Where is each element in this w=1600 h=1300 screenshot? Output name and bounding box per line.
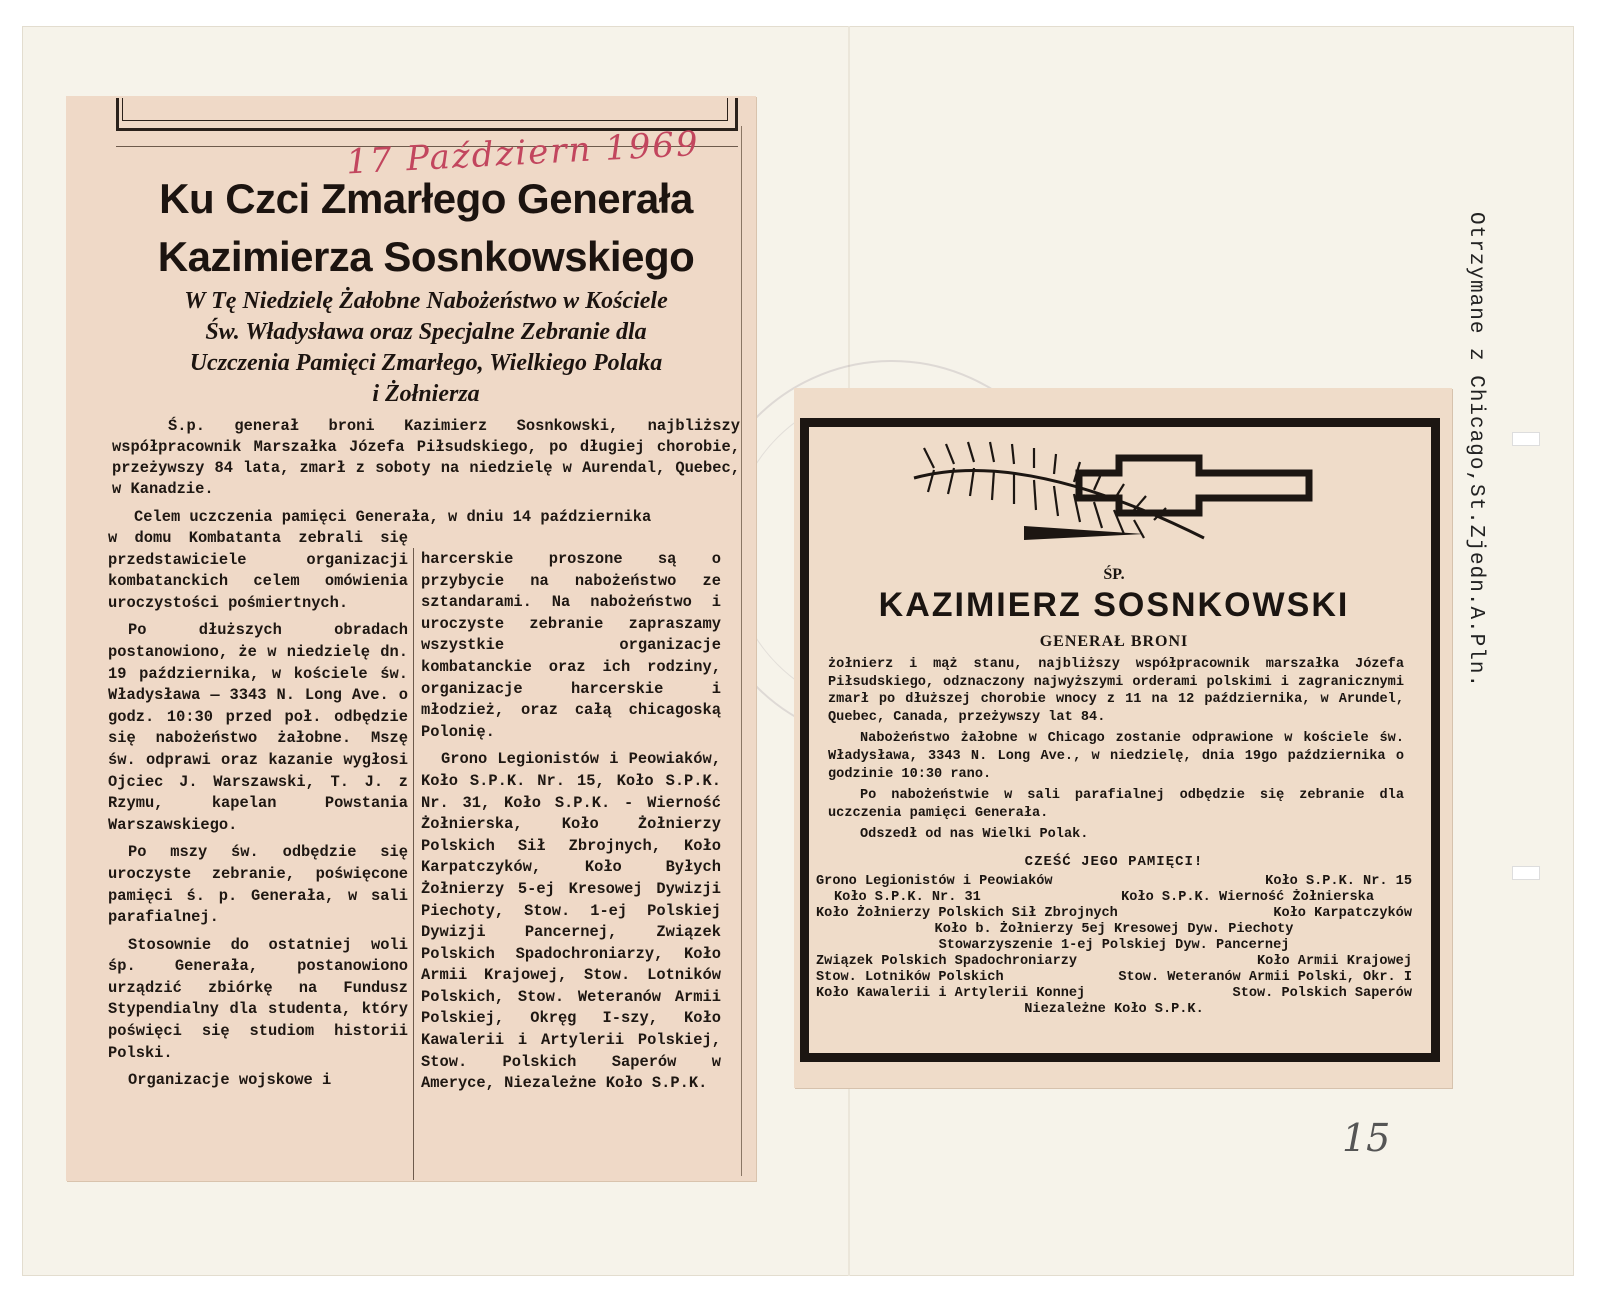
organization-row	[816, 970, 1412, 986]
organization-row	[816, 954, 1412, 970]
paragraph: żołnierz i mąż stanu, najbliższy współpracownik marszałka Józefa Piłsudskiego, odznaczony najwyższymi orderami polskimi i zagranicznymi zmarł po dłuższej chorobie wnocy z 11 na 12 października, w Arundel, Quebec, Canada, przeżywszy lat 84.	[828, 657, 1404, 725]
obituary-notice-clipping	[794, 388, 1452, 1088]
paragraph: Grono Legionistów i Peowiaków, Koło S.P.K. Nr. 15, Koło S.P.K. Nr. 31, Koło S.P.K. - Wierność Żołnierska, Koło Żołnierzy Polskich Sił Zbrojnych, Koło Karpatczyków, Koło Byłych Żołnierzy 5-ej Kresowej Dywizji Piechoty, Stow. 1-ej Polskiej Dywizji Pancernej, Związek Polskich Spadochroniarzy, Koło Armii Krajowej, Stow. Lotników Polskich, Stow. Weteranów Armii Polskiej, Okręg I-szy, Koło Kawalerii i Artylerii Polskiej, Stow. Polskich Saperów w Ameryce, Niezależne Koło S.P.K.	[421, 750, 721, 1093]
organization-row	[816, 986, 1412, 1002]
organization-row	[816, 1002, 1412, 1018]
handwritten-date: 17 Październ 1969	[345, 123, 701, 183]
typed-source-note: Otrzymane z Chicago,St.Zjedn.A.Pln.	[1464, 212, 1487, 689]
organization-row	[816, 906, 1412, 922]
organization-name: Koło S.P.K. Wierność Żołnierska	[1121, 890, 1374, 905]
article-column-right	[421, 549, 721, 1101]
paragraph: Po dłuższych obradach postanowiono, że w niedzielę dn. 19 października, w kościele św. Władysława — 3343 N. Long Ave. o godz. 10:30 przed poł. odbędzie się nabożeństwo żałobne. Mszę św. odprawi oraz kazanie wygłosi Ojciec J. Warszawski, T. J. z Rzymu, kapelan Powstania Warszawskiego.	[108, 621, 408, 834]
top-frame-inner	[122, 98, 728, 121]
paragraph: Organizacje wojskowe i	[128, 1071, 332, 1090]
headline-line-2: Kazimierza Sosnkowskiego	[157, 233, 695, 280]
subhead-line: W Tę Niedzielę Żałobne Nabożeństwo w Kościele	[184, 288, 668, 314]
organization-name: Stow. Polskich Saperów	[1232, 986, 1412, 1001]
paragraph: Po nabożeństwie w sali parafialnej odbędzie się zebranie dla uczczenia pamięci Generała.	[828, 788, 1404, 821]
organization-row	[816, 922, 1412, 938]
binder-notch	[1512, 866, 1540, 880]
organization-name: Grono Legionistów i Peowiaków	[816, 874, 1053, 889]
organization-name: Koło Karpatczyków	[1273, 906, 1412, 921]
article-subheadline	[126, 286, 726, 410]
organization-row	[834, 890, 1374, 906]
subhead-line: i Żołnierza	[372, 381, 480, 407]
newspaper-clipping-article	[66, 96, 756, 1181]
honor-line: CZEŚĆ JEGO PAMIĘCI!	[1024, 854, 1204, 870]
organization-name: Związek Polskich Spadochroniarzy	[816, 954, 1078, 969]
organization-name: Stow. Weteranów Armii Polski, Okr. I	[1118, 970, 1412, 985]
subhead-line: Św. Władysława oraz Specjalne Zebranie dla	[205, 319, 647, 345]
obituary-body	[828, 656, 1404, 848]
column-separator	[413, 548, 414, 1180]
organization-name: Niezależne Koło S.P.K.	[1024, 1002, 1204, 1017]
organization-name: Koło S.P.K. Nr. 31	[834, 890, 981, 905]
handwritten-page-number: 15	[1342, 1116, 1391, 1160]
organization-name: Koło b. Żołnierzy 5ej Kresowej Dyw. Piechoty	[934, 922, 1294, 937]
subhead-line: Uczczenia Pamięci Zmarłego, Wielkiego Polaka	[189, 350, 663, 376]
obituary-rank: GENERAŁ BRONI	[1039, 633, 1189, 650]
organization-row	[816, 874, 1412, 890]
article-headline	[96, 170, 756, 286]
paragraph: Nabożeństwo żałobne w Chicago zostanie odprawione w kościele św. Władysława, 3343 N. Long Ave., w niedzielę, dnia 19go października o godzinie 10:30 rano.	[828, 731, 1404, 782]
paragraph: harcerskie proszone są o przybycie na nabożeństwo ze sztandarami. Na nabożeństwo i uroczyste zebranie zapraszamy wszystkie organizacje kombatanckie oraz ich rodziny, organizacje harcerskie i młodzież, oraz całą chicagoską Polonię.	[421, 550, 721, 741]
organization-name: Koło S.P.K. Nr. 15	[1265, 874, 1412, 889]
lead-paragraph-2: Celem uczczenia pamięci Generała, w dniu 14 października	[134, 508, 652, 526]
obituary-name: KAZIMIERZ SOSNKOWSKI	[878, 586, 1350, 624]
paragraph: Po mszy św. odbędzie się uroczyste zebranie, poświęcone pamięci ś. p. Generała, w sali parafialnej.	[108, 843, 408, 927]
obituary-prefix: ŚP.	[1103, 566, 1125, 583]
binder-notch	[1512, 432, 1540, 446]
organization-name: Stow. Lotników Polskich	[816, 970, 1004, 985]
organization-name: Koło Kawalerii i Artylerii Konnej	[816, 986, 1086, 1001]
article-column-left	[108, 528, 408, 1098]
paragraph: Stosownie do ostatniej woli śp. Generała, postanowiono urządzić zbiórkę na Fundusz Stypendialny dla studenta, który poświęci się studiom historii Polski.	[108, 935, 408, 1062]
organization-name: Stowarzyszenie 1-ej Polskiej Dyw. Pancernej	[938, 938, 1290, 953]
organization-name: Koło Armii Krajowej	[1257, 954, 1412, 969]
palm-and-cross-icon	[904, 438, 1324, 548]
organization-name: Koło Żołnierzy Polskich Sił Zbrojnych	[816, 906, 1118, 921]
organization-row	[816, 938, 1412, 954]
lead-paragraph: Ś.p. generał broni Kazimierz Sosnkowski, najbliższy współpracownik Marszałka Józefa Piłsudskiego, po długiej chorobie, przeżywszy 84 lata, zmarł z soboty na niedzielę w Aurendal, Quebec, w Kanadzie.	[112, 417, 740, 498]
paragraph: w domu Kombatanta zebrali się przedstawiciele organizacji kombatanckich celem omówienia uroczystości pośmiertnych.	[108, 529, 408, 612]
headline-line-1: Ku Czci Zmarłego Generała	[159, 175, 693, 222]
paragraph: Odszedł od nas Wielki Polak.	[860, 827, 1089, 843]
